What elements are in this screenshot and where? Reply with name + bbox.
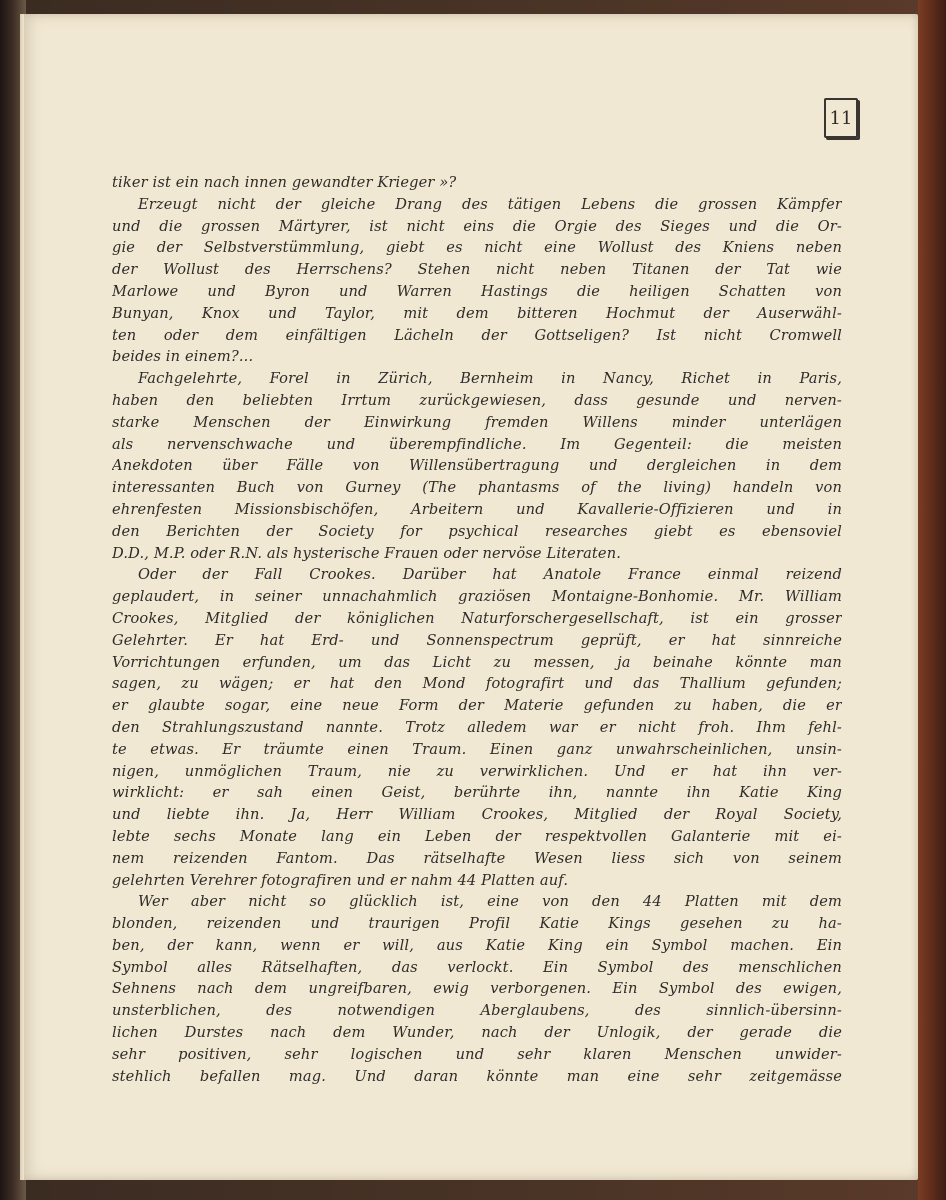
text-line: Vorrichtungen erfunden, um das Licht zu messen, ja beinahe könnte man bbox=[112, 653, 842, 671]
page-edge bbox=[20, 14, 24, 1180]
text-line: der Wollust des Herrschens? Stehen nicht neben Titanen der Tat wie bbox=[112, 261, 842, 279]
text-line: ten oder dem einfältigen Lächeln der Gottseligen? Ist nicht Cromwell bbox=[112, 326, 842, 344]
text-line: er glaubte sogar, eine neue Form der Materie gefunden zu haben, die er bbox=[112, 697, 842, 715]
text-line: Oder der Fall Crookes. Darüber hat Anatole France einmal reizend bbox=[138, 566, 842, 584]
text-line: Sehnens nach dem ungreifbaren, ewig verborgenen. Ein Symbol des ewigen, bbox=[112, 980, 842, 998]
text-line: lichen Durstes nach dem Wunder, nach der Unlogik, der gerade die bbox=[112, 1024, 842, 1042]
text-line: geplaudert, in seiner unnachahmlich graziösen Montaigne-Bonhomie. Mr. William bbox=[112, 588, 842, 606]
text-line: Erzeugt nicht der gleiche Drang des tätigen Lebens die grossen Kämpfer bbox=[138, 195, 842, 213]
text-line: gie der Selbstverstümmlung, giebt es nicht eine Wollust des Kniens neben bbox=[112, 239, 842, 257]
text-line: Bunyan, Knox und Taylor, mit dem bitteren Hochmut der Auserwähl- bbox=[112, 304, 842, 322]
text-line: blonden, reizenden und traurigen Profil Katie Kings gesehen zu ha- bbox=[112, 915, 842, 933]
manuscript-page bbox=[20, 14, 918, 1180]
text-line: Gelehrter. Er hat Erd- und Sonnenspectrum geprüft, er hat sinnreiche bbox=[112, 631, 842, 649]
text-line: Wer aber nicht so glücklich ist, eine von den 44 Platten mit dem bbox=[138, 893, 842, 911]
text-line: den Berichten der Society for psychical researches giebt es ebensoviel bbox=[112, 522, 842, 540]
text-line: den Strahlungszustand nannte. Trotz alledem war er nicht froh. Ihm fehl- bbox=[112, 718, 842, 736]
text-line: nem reizenden Fantom. Das rätselhafte Wesen liess sich von seinem bbox=[112, 849, 842, 867]
text-line: und die grossen Märtyrer, ist nicht eins die Orgie des Sieges und die Or- bbox=[112, 217, 842, 235]
text-line: Anekdoten über Fälle von Willensübertragung und dergleichen in dem bbox=[112, 457, 842, 475]
text-line: sagen, zu wägen; er hat den Mond fotografirt und das Thallium gefunden; bbox=[112, 675, 842, 693]
handwritten-text-block bbox=[112, 172, 842, 1087]
text-line: Crookes, Mitglied der königlichen Naturforschergesellschaft, ist ein grosser bbox=[112, 609, 842, 627]
text-line: Fachgelehrte, Forel in Zürich, Bernheim in Nancy, Richet in Paris, bbox=[138, 370, 842, 388]
text-line: nigen, unmöglichen Traum, nie zu verwirklichen. Und er hat ihn ver- bbox=[112, 762, 842, 780]
text-line: ben, der kann, wenn er will, aus Katie King ein Symbol machen. Ein bbox=[112, 936, 842, 954]
text-line: Symbol alles Rätselhaften, das verlockt. Ein Symbol des menschlichen bbox=[112, 958, 842, 976]
text-line: stehlich befallen mag. Und daran könnte man eine sehr zeitgemässe bbox=[112, 1067, 842, 1085]
text-line: unsterblichen, des notwendigen Aberglaubens, des sinnlich-übersinn- bbox=[112, 1002, 842, 1020]
text-line: ehrenfesten Missionsbischöfen, Arbeitern und Kavallerie-Offizieren und in bbox=[112, 500, 842, 518]
text-line: gelehrten Verehrer fotografiren und er nahm 44 Platten auf. bbox=[112, 871, 569, 889]
page-number-box: 11 bbox=[824, 98, 858, 138]
text-line: haben den beliebten Irrtum zurückgewiesen, dass gesunde und nerven- bbox=[112, 391, 842, 409]
text-line: wirklicht: er sah einen Geist, berührte ihn, nannte ihn Katie King bbox=[112, 784, 842, 802]
text-line: als nervenschwache und überempfindliche. Im Gegenteil: die meisten bbox=[112, 435, 842, 453]
text-line: interessanten Buch von Gurney (The phantasms of the living) handeln von bbox=[112, 479, 842, 497]
book-cover-edge bbox=[918, 0, 946, 1200]
text-line: und liebte ihn. Ja, Herr William Crookes, Mitglied der Royal Society, bbox=[112, 806, 842, 824]
text-line: sehr positiven, sehr logischen und sehr klaren Menschen unwider- bbox=[112, 1045, 842, 1063]
text-line: starke Menschen der Einwirkung fremden Willens minder unterlägen bbox=[112, 413, 842, 431]
text-line: D.D., M.P. oder R.N. als hysterische Frauen oder nervöse Literaten. bbox=[112, 544, 622, 562]
text-line: te etwas. Er träumte einen Traum. Einen ganz unwahrscheinlichen, unsin- bbox=[112, 740, 842, 758]
text-line: Marlowe und Byron und Warren Hastings die heiligen Schatten von bbox=[112, 282, 842, 300]
text-line: beides in einem?... bbox=[112, 348, 254, 366]
text-line: lebte sechs Monate lang ein Leben der respektvollen Galanterie mit ei- bbox=[112, 827, 842, 845]
text-line: tiker ist ein nach innen gewandter Krieger »? bbox=[112, 174, 457, 191]
